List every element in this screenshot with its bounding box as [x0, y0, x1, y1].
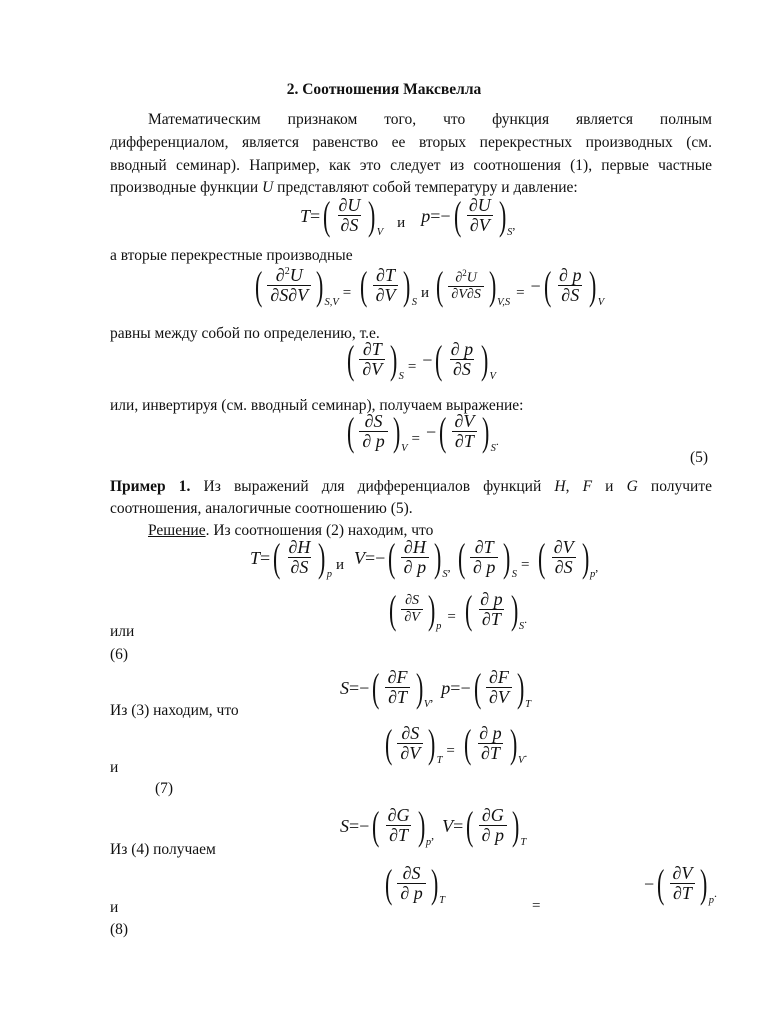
- from-4-line: Из (4) получаем: [110, 841, 216, 858]
- equation-8-right: − ( $\frac{\partial V}{\partial T}$ ) p .: [644, 861, 717, 906]
- equation-number-5: (5): [690, 449, 709, 466]
- equation-dS-dV-p: ( $\frac{\partial S}{\partial V}$ ) p = ( $\frac{\partial p}{\partial T}$ ) S .: [388, 587, 528, 632]
- equation-cross-derivatives: ( $\frac{\partial^2U}{\partial S\partial V}$ ) S,V = ( $\frac{\partial T}{\partial V}$ ) S и ( $\frac{\partial^2U}{\partial V\partial S}$ ) V,S = − ( $\frac{\partial p}{\partial S}$ ) V: [254, 263, 605, 308]
- para1-line3: вводный семинар). Например, как это следует из соотношения (1), первые частные: [110, 157, 712, 174]
- equation-T-p: T = ( $\frac{\partial U}{\partial S}$ ) V и p =− ( $\frac{\partial U}{\partial V}$ ) S ,: [300, 193, 516, 238]
- equation-5: ( $\frac{\partial S}{\partial p}$ ) V = − ( $\frac{\partial V}{\partial T}$ ) S .: [346, 409, 499, 454]
- line-equal-by-definition: равны между собой по определению, т.е.: [110, 325, 380, 342]
- equation-8-equals: =: [532, 898, 541, 914]
- equation-H-derivatives: T = ( $\frac{\partial H}{\partial S}$ ) p и V =− ( $\frac{\partial H}{\partial p}$ ) S , ( $\frac{\partial T}{\partial p}$ ) S = ( $\frac{\partial V}{\partial S}$ ) p ,: [250, 535, 599, 580]
- example-1-line1: Пример 1. Из выражений для дифференциалов функций H, F и G получите: [110, 478, 712, 495]
- line-invert: или, инвертируя (см. вводный семинар), получаем выражение:: [110, 397, 524, 414]
- equation-8-left: ( $\frac{\partial S}{\partial p}$ ) T: [384, 861, 445, 906]
- equation-G-derivatives: S =− ( $\frac{\partial G}{\partial T}$ ) p , V = ( $\frac{\partial G}{\partial p}$ ) T: [340, 803, 527, 848]
- equation-number-7: (7): [155, 780, 174, 797]
- line-second-derivatives: а вторые перекрестные производные: [110, 247, 353, 264]
- para1-line1: Математическим признаком того, что функция является полным: [148, 111, 712, 128]
- from-3-line: Из (3) находим, что: [110, 702, 239, 719]
- equation-F-derivatives: S =− ( $\frac{\partial F}{\partial T}$ ) V , p =− ( $\frac{\partial F}{\partial V}$ ) T: [340, 665, 532, 710]
- solution-line: Решение. Из соотношения (2) находим, что: [148, 522, 434, 539]
- para1-line4: производные функции U представляют собой температуру и давление:: [110, 179, 578, 196]
- word-and-2: и: [110, 899, 119, 916]
- section-title: 2. Соотношения Максвелла: [286, 81, 482, 98]
- para1-line2: дифференциалом, является равенство ее вторых перекрестных производных (см.: [110, 134, 712, 151]
- word-or: или: [110, 623, 135, 640]
- equation-number-6: (6): [110, 646, 129, 663]
- word-and-1: и: [110, 759, 119, 776]
- equation-number-8: (8): [110, 921, 129, 938]
- example-1-line2: соотношения, аналогичные соотношению (5).: [110, 500, 413, 517]
- equation-dT-dV: ( $\frac{\partial T}{\partial V}$ ) S = − ( $\frac{\partial p}{\partial S}$ ) V: [346, 337, 496, 382]
- equation-7: ( $\frac{\partial S}{\partial V}$ ) T = ( $\frac{\partial p}{\partial T}$ ) V .: [384, 721, 528, 766]
